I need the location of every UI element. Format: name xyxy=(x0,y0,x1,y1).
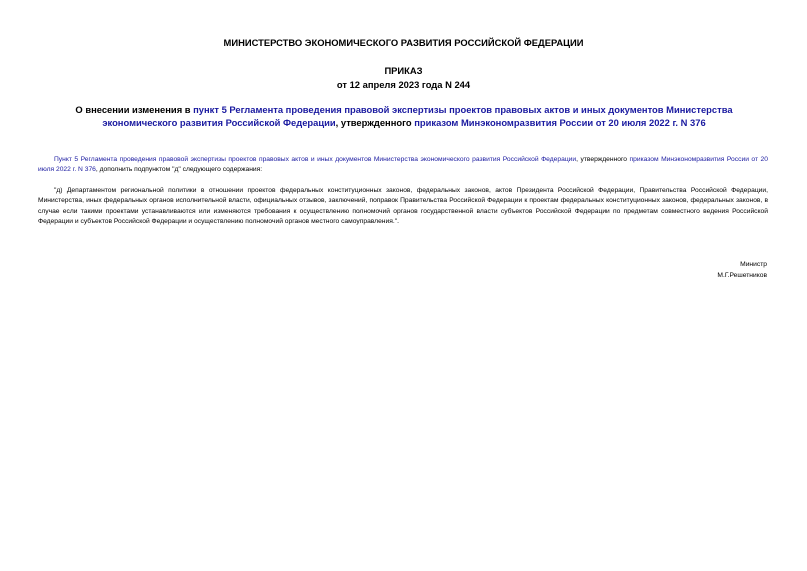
title-prefix: О внесении изменения в xyxy=(75,104,194,115)
signature-name: М.Г.Решетников xyxy=(717,272,767,279)
paragraph-suffix: , дополнить подпунктом "д" следующего содержания: xyxy=(95,166,263,174)
order-type: ПРИКАЗ xyxy=(384,65,423,76)
signature-role: Министр xyxy=(740,261,767,268)
title-link-order[interactable]: приказом Минэкономразвития России от 20 июля 2022 г. N 376 xyxy=(414,116,706,128)
ministry-name: МИНИСТЕРСТВО ЭКОНОМИЧЕСКОГО РАЗВИТИЯ РОССИЙСКОЙ ФЕДЕРАЦИИ xyxy=(223,37,584,48)
title-middle: , утвержденного xyxy=(335,116,415,128)
paragraph-subpoint-d: "д) Департаментом региональной политики в отношении проектов федеральных конституционных законов, федеральных законов, актов Президента Российской Федерации, Правительства Российской Федерации, Министерства, иных федеральных органов исполнительной власти, официальных отзывов, заключений, поправок Правительства Российской Федерации к проектам федеральных конституционных законов, федеральных законов, в случае если такими проектами устанавливаются или изменяются требования к осуществлению полномочий органов государственной власти субъектов Российской Федерации по предметам совместного ведения Российской Федерации и субъектов Российской Федерации и осуществлению полномочий органов местного самоуправления.". xyxy=(38,187,768,225)
paragraph-amendment xyxy=(38,155,768,176)
order-date: от 12 апреля 2023 года N 244 xyxy=(336,79,471,90)
paragraph-link-regulation[interactable]: Пункт 5 Регламента проведения правовой экспертизы проектов правовых актов и иных документов Министерства экономического развития Российской Федерации xyxy=(54,156,577,163)
paragraph-middle: , утвержденного xyxy=(576,156,630,163)
title-link-regulation[interactable]: пункт 5 Регламента проведения правовой экспертизы проектов правовых актов и иных документов Министерства экономического развития Российской Федерации xyxy=(102,104,733,128)
document-title xyxy=(48,104,760,129)
paragraph-link-order[interactable]: приказом Минэкономразвития России от 20 июля 2022 г. N 376 xyxy=(38,156,769,174)
